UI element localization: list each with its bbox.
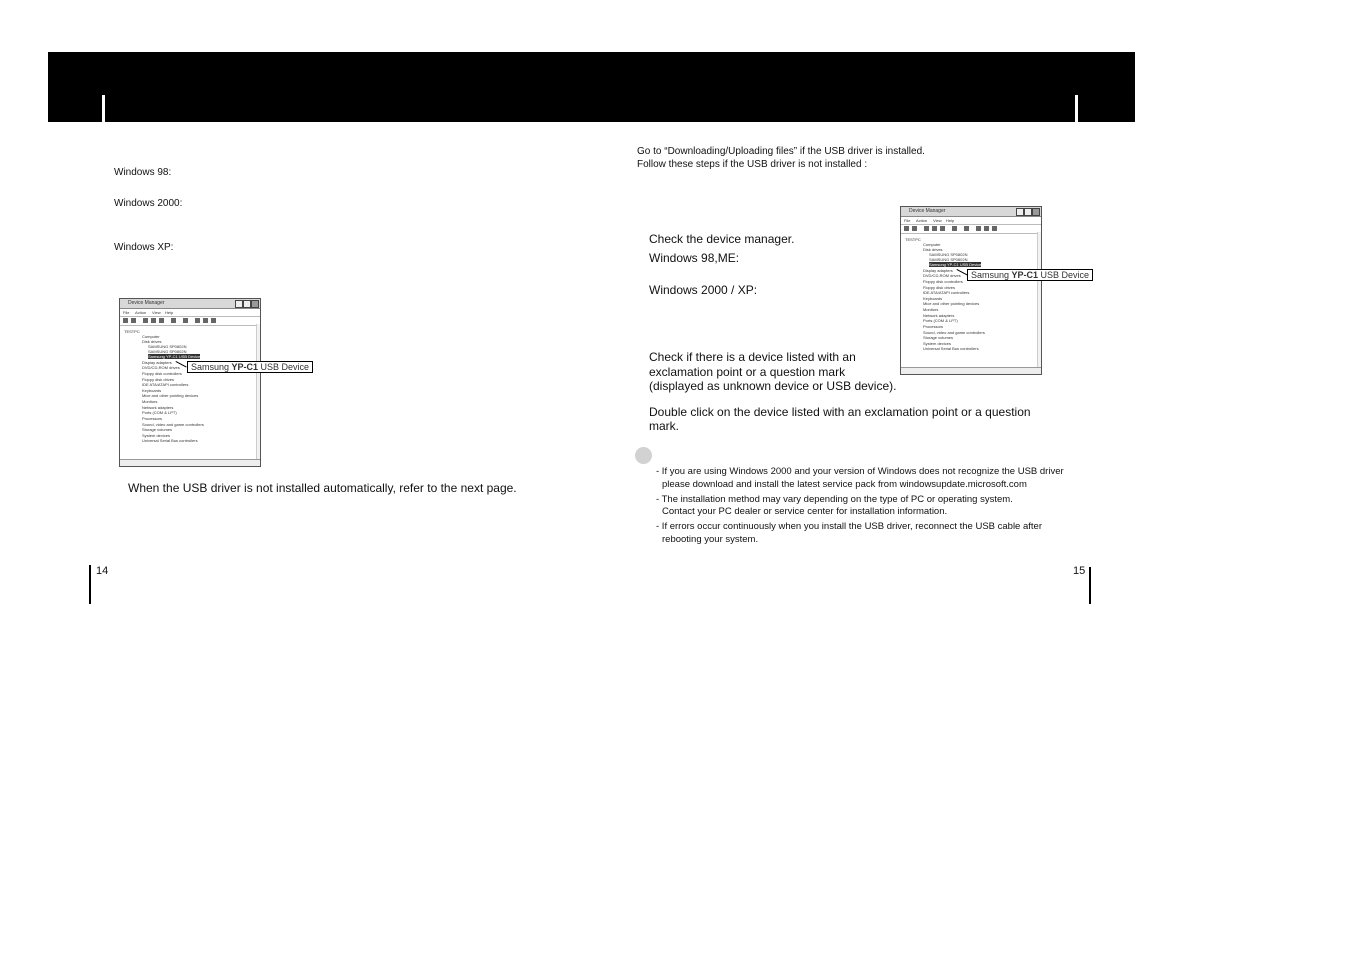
check-listed-line-3: (displayed as unknown device or USB device). [649,379,897,393]
disable-icon [976,226,981,231]
intro-line-2: Follow these steps if the USB driver is not installed : [637,159,868,170]
tree-item: DVD/CD-ROM drives [923,273,961,278]
dm-scrollbar [1037,232,1041,368]
dm-menu-file: File [123,310,130,315]
tree-item: System devices [923,341,952,346]
check-listed-line-1: Check if there is a device listed with an [649,350,856,364]
dm-toolbar [120,317,260,326]
dm-menu-action: Action [135,310,147,315]
header-bar [48,52,1135,122]
tree-item: System devices [142,433,171,438]
os-label-win2000: Windows 2000: [114,198,183,209]
tree-item: Computer [923,242,941,247]
back-icon [904,226,909,231]
tree-item: Storage volumes [142,427,173,432]
device-icon [992,226,997,231]
note-3-line-1: - If errors occur continuously when you install the USB driver, reconnect the USB cable after [656,521,1042,532]
disable-icon [195,318,200,323]
os-label-win98: Windows 98: [114,167,172,178]
properties-icon [924,226,929,231]
dm-menu-file: File [904,218,911,223]
uninstall-icon [984,226,989,231]
tree-item: Sound, video and game controllers [923,330,985,335]
tree-item: Monitors [142,399,158,404]
tree-item: Universal Serial Bus controllers [923,346,979,351]
device-manager-screenshot-left [119,298,310,467]
left-page-rule [89,565,91,604]
tree-item: Ports (COM & LPT) [142,410,177,415]
tree-item: Floppy disk drives [923,285,956,290]
tree-item: IDE ATA/ATAPI controllers [142,382,189,387]
tree-item: Disk drives [142,339,162,344]
dm-statusbar [901,367,1041,374]
back-icon [123,318,128,323]
double-click-line-2: mark. [649,419,679,433]
dm-title: Device Manager [909,208,946,214]
check-device-manager: Check the device manager. [649,232,795,246]
tree-item: SAMSUNG SP0802N [929,257,968,262]
minimize-icon [235,300,243,308]
callout-label: Samsung YP-C1 USB Device [187,361,313,373]
tree-item: Monitors [923,307,939,312]
tree-item: Ports (COM & LPT) [923,318,958,323]
tree-item: Processors [142,416,163,421]
tree-item: Network adapters [923,313,955,318]
left-bottom-text: When the USB driver is not installed automatically, refer to the next page. [128,481,517,495]
note-3-line-2: rebooting your system. [662,534,759,545]
page-number-right: 15 [1073,565,1086,577]
tree-item: Display adapters [142,360,172,365]
tree-item: SAMSUNG SP0802N [148,349,187,354]
dm-toolbar [901,225,1041,234]
os-label-winxp: Windows XP: [114,242,174,253]
dm-menu-help: Help [946,218,955,223]
tree-item: Mice and other pointing devices [142,393,199,398]
os-label-win2000xp: Windows 2000 / XP: [649,283,758,297]
tree-item: Floppy disk drives [142,377,175,382]
dm-titlebar [120,299,260,309]
update-icon [183,318,188,323]
forward-icon [912,226,917,231]
tree-item: Universal Serial Bus controllers [142,438,198,443]
right-page-rule [1089,567,1091,604]
minimize-icon [1016,208,1024,216]
tree-item: Sound, video and game controllers [142,422,204,427]
note-2-line-2: Contact your PC dealer or service center for installation information. [662,506,948,517]
print-icon [151,318,156,323]
scan-icon [952,226,957,231]
dm-menu-view: View [152,310,161,315]
close-icon [1032,208,1040,216]
tree-item: Floppy disk controllers [142,371,182,376]
properties-icon [143,318,148,323]
tree-item: Processors [923,324,944,329]
tree-item: Display adapters [923,268,953,273]
help-icon [940,226,945,231]
tree-item: TESTPC [124,329,140,334]
dm-menu-help: Help [165,310,174,315]
dm-menu-view: View [933,218,942,223]
help-icon [159,318,164,323]
tree-item-highlighted: Samsung YP-C1 USB Device [929,262,982,267]
uninstall-icon [203,318,208,323]
tree-item: DVD/CD-ROM drives [142,365,180,370]
callout-label: Samsung YP-C1 USB Device [967,269,1093,281]
maximize-icon [1024,208,1032,216]
dm-menubar [120,309,260,317]
tree-item-highlighted: Samsung YP-C1 USB Device [148,354,201,359]
tree-item: SAMSUNG SP0802N [148,344,187,349]
note-2-line-1: - The installation method may vary depending on the type of PC or operating system. [656,494,1013,505]
maximize-icon [243,300,251,308]
note-1-line-1: - If you are using Windows 2000 and your version of Windows does not recognize the USB driver [656,466,1064,477]
tree-item: TESTPC [905,237,921,242]
dm-menubar [901,217,1041,225]
note-icon [635,447,652,464]
scan-icon [171,318,176,323]
tree-item: Keyboards [142,388,162,393]
device-icon [211,318,216,323]
dm-statusbar [120,459,260,466]
tree-item: Storage volumes [923,335,954,340]
note-1-line-2: please download and install the latest service pack from windowsupdate.microsoft.com [662,479,1027,490]
tree-item: Keyboards [923,296,943,301]
update-icon [964,226,969,231]
tree-item: Mice and other pointing devices [923,301,980,306]
tree-item: SAMSUNG SP0802N [929,252,968,257]
tree-item: Floppy disk controllers [923,279,963,284]
tree-item: Disk drives [923,247,943,252]
page-number-left: 14 [96,565,109,577]
print-icon [932,226,937,231]
dm-menu-action: Action [916,218,928,223]
os-label-win98me: Windows 98,ME: [649,251,740,265]
double-click-line-1: Double click on the device listed with an exclamation point or a question [649,405,1031,419]
intro-line-1: Go to “Downloading/Uploading files” if the USB driver is installed. [637,146,925,157]
dm-title: Device Manager [128,300,165,306]
tree-item: IDE ATA/ATAPI controllers [923,290,970,295]
dm-titlebar [901,207,1041,217]
header-tick-right [1075,95,1078,122]
tree-item: Computer [142,334,160,339]
forward-icon [131,318,136,323]
device-manager-screenshot-right [900,206,1090,375]
check-listed-line-2: exclamation point or a question mark [649,365,846,379]
close-icon [251,300,259,308]
header-tick-left [102,95,105,122]
dm-scrollbar [256,324,260,460]
tree-item: Network adapters [142,405,174,410]
